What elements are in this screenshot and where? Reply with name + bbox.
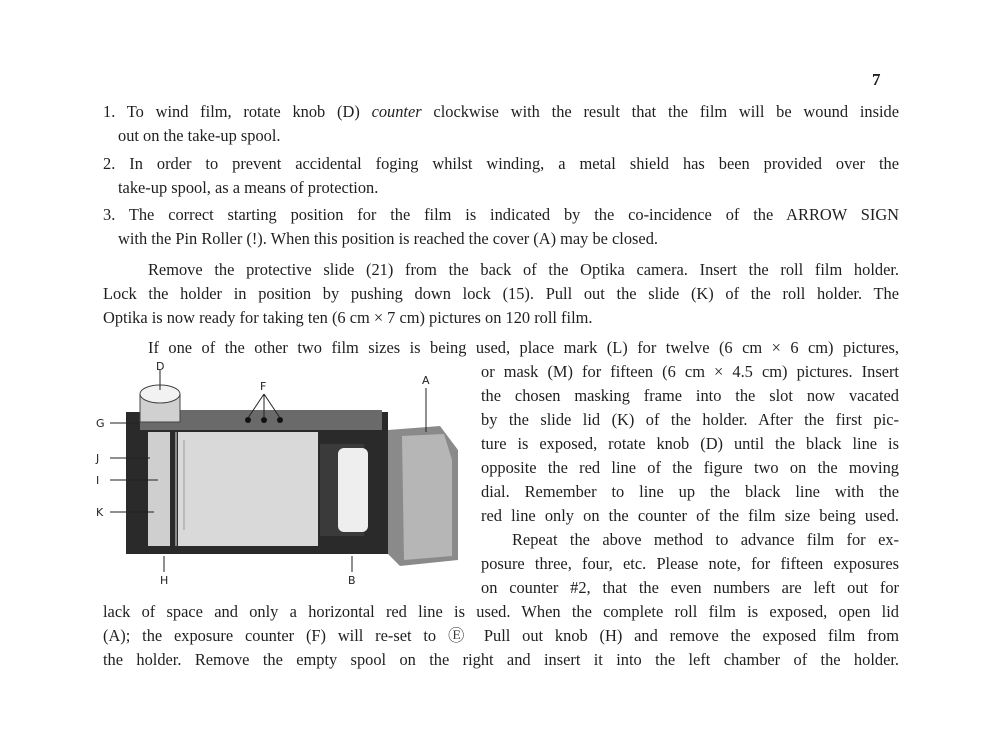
text-line: lack of space and only a horizontal red line is used. When the complete roll film is exposed, open lid [103, 602, 899, 621]
text-line: 3. The correct starting position for the film is indicated by the co-incidence of the ARROW SIGN [103, 205, 899, 224]
text-line: posure three, four, etc. Please note, for fifteen exposures [481, 554, 899, 573]
page-number: 7 [872, 70, 881, 89]
take-up-spool [338, 448, 368, 532]
text-line: red line only on the counter of the film size being used. [481, 506, 899, 525]
text-line: with the Pin Roller (!). When this position is reached the cover (A) may be closed. [118, 229, 658, 248]
label-A: A [422, 374, 430, 387]
text-line: 1. To wind film, rotate knob (D) counter clockwise with the result that the film will be wound inside [103, 102, 899, 121]
text-line: the holder. Remove the empty spool on the right and insert it into the left chamber of the holder. [103, 650, 899, 669]
text-line: take-up spool, as a means of protection. [118, 178, 379, 197]
roll-film-holder-figure [88, 360, 468, 590]
film-window [178, 432, 318, 546]
text-line: (A); the exposure counter (F) will re-set to Ⓔ Pull out knob (H) and remove the exposed film from [103, 626, 899, 645]
label-H: H [160, 574, 169, 587]
label-D: D [156, 360, 165, 373]
left-chamber [148, 432, 170, 546]
label-I: I [96, 474, 100, 487]
text-line: Repeat the above method to advance film for ex- [512, 530, 899, 549]
text-line: by the slide lid (K) of the holder. After the first pic- [481, 410, 899, 429]
label-B: B [348, 574, 356, 587]
text-line: Optika is now ready for taking ten (6 cm × 7 cm) pictures on 120 roll film. [103, 308, 593, 327]
text-line: 2. In order to prevent accidental foging whilst winding, a metal shield has been provided over the [103, 154, 899, 173]
text-line: Remove the protective slide (21) from the back of the Optika camera. Insert the roll film holder. [148, 260, 899, 279]
label-F: F [260, 380, 267, 393]
text-line: Lock the holder in position by pushing down lock (15). Pull out the slide (K) of the roll holder. The [103, 284, 899, 303]
text-line: If one of the other two film sizes is being used, place mark (L) for twelve (6 cm × 6 cm) pictures, [148, 338, 899, 357]
text-line: ture is exposed, rotate knob (D) until the black line is [481, 434, 899, 453]
label-J: J [96, 452, 100, 465]
text-line: opposite the red line of the figure two on the moving [481, 458, 899, 477]
label-K: K [96, 506, 104, 519]
label-G: G [96, 417, 105, 430]
text-line: dial. Remember to line up the black line with the [481, 482, 899, 501]
text-line: or mask (M) for fifteen (6 cm × 4.5 cm) pictures. Insert [481, 362, 899, 381]
roll-film-holder-illustration [88, 360, 468, 590]
text-line: the chosen masking frame into the slot now vacated [481, 386, 899, 405]
text-line: out on the take-up spool. [118, 126, 281, 145]
text-line: on counter #2, that the even numbers are left out for [481, 578, 899, 597]
